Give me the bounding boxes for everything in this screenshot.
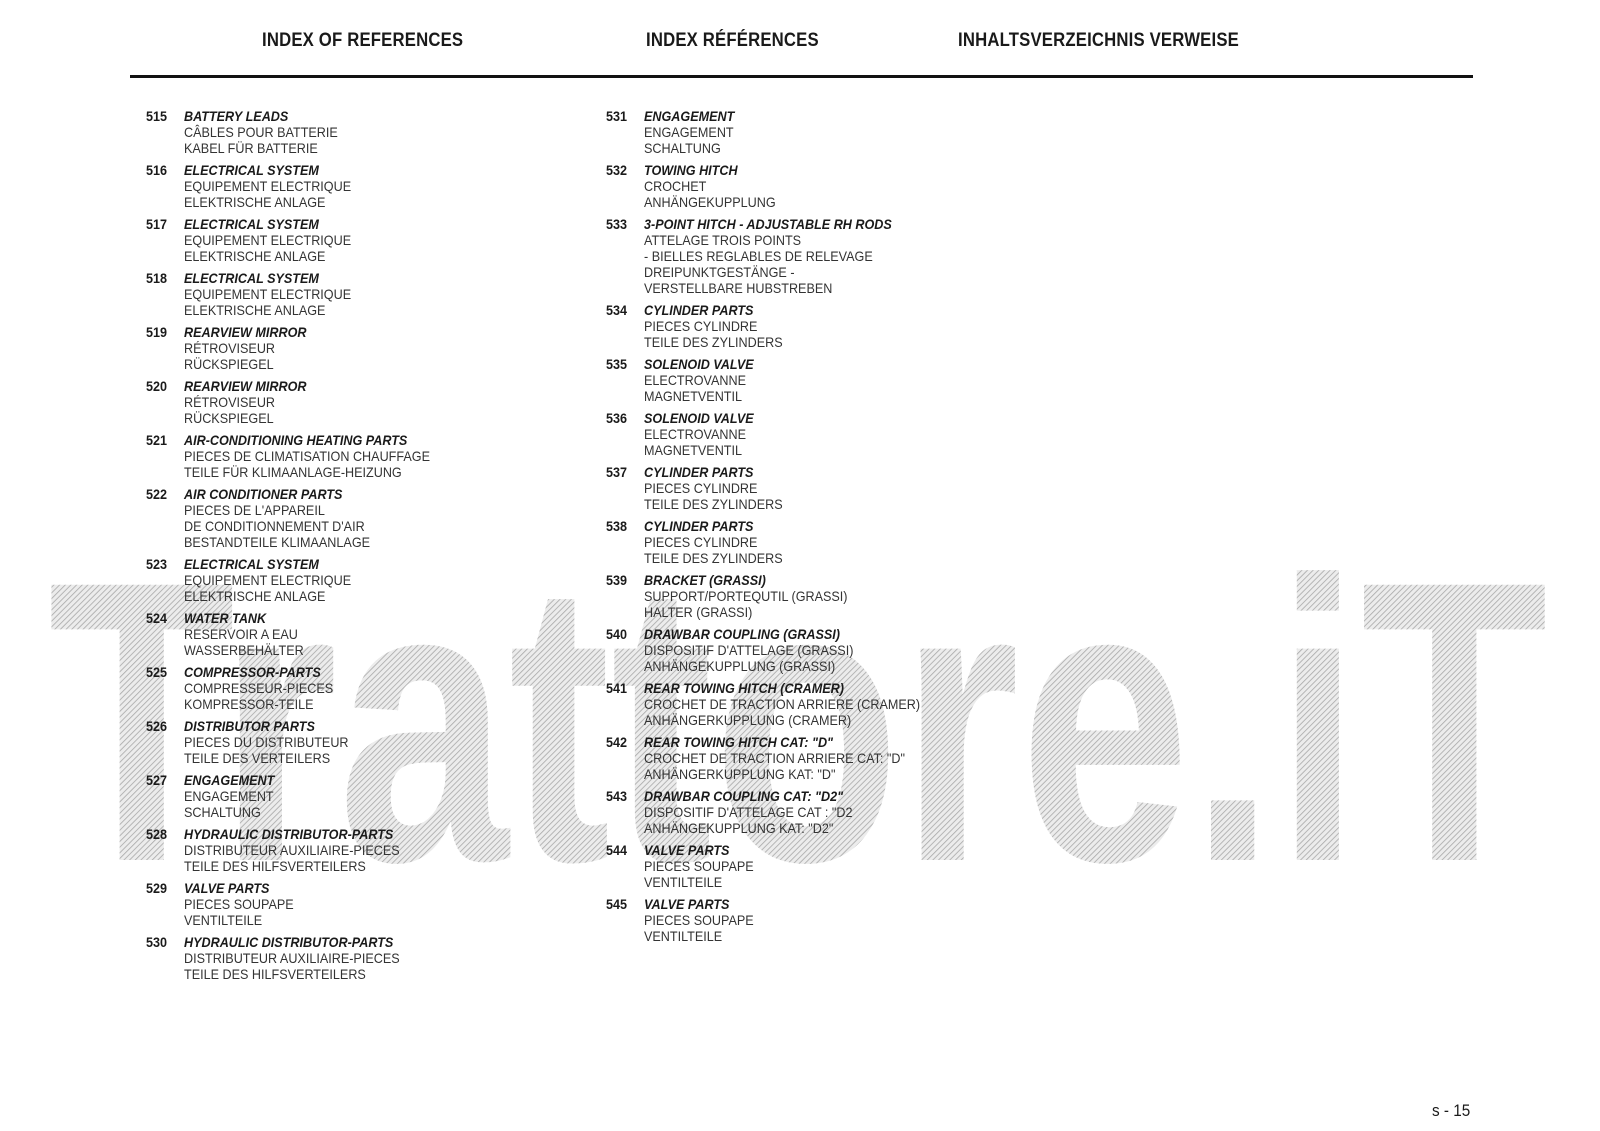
entry-text [644,518,798,566]
entry-number: 539 [606,572,628,588]
entry-title-en: REAR TOWING HITCH CAT: "D" [644,734,834,750]
entry-translation: PIECES SOUPAPE [184,896,294,912]
entry-translation: ANHÄNGERKUPPLUNG KAT: "D" [644,766,836,782]
entry-title-en: VALVE PARTS [184,880,270,896]
entry-title-en: DRAWBAR COUPLING (GRASSI) [644,626,841,642]
entry-translation: DREIPUNKTGESTÄNGE - [644,264,795,280]
entry-translation: TEILE DES HILFSVERTEILERS [184,858,366,874]
entry-title-en: AIR-CONDITIONING HEATING PARTS [184,432,408,448]
entry-number: 535 [606,356,628,372]
index-entry [146,772,457,820]
index-entry [606,572,951,620]
entry-text [184,772,284,820]
entry-text [184,610,317,658]
entry-number: 516 [146,162,168,178]
entry-text [184,934,424,982]
entry-title-en: BATTERY LEADS [184,108,289,124]
index-entry [606,680,951,728]
entry-translation: MAGNETVENTIL [644,388,743,404]
entry-translation: WASSERBEHÄLTER [184,642,304,658]
entry-translation: PIECES DE CLIMATISATION CHAUFFAGE [184,448,430,464]
entry-title-en: SOLENOID VALVE [644,410,754,426]
index-entry [606,162,951,210]
entry-title-en: REAR TOWING HITCH (CRAMER) [644,680,844,696]
index-entry [606,216,951,296]
entry-text [644,734,934,782]
index-entry [146,826,457,874]
entry-number: 531 [606,108,628,124]
entry-title-en: ELECTRICAL SYSTEM [184,556,319,572]
entry-number: 521 [146,432,168,448]
entry-text [184,378,320,426]
entry-translation: TEILE DES HILFSVERTEILERS [184,966,366,982]
entry-number: 534 [606,302,628,318]
entry-title-en: CYLINDER PARTS [644,518,754,534]
index-entry [146,664,457,712]
entry-number: 540 [606,626,628,642]
index-entry [146,216,457,264]
entry-title-en: CYLINDER PARTS [644,302,754,318]
entry-translation: PIECES CYLINDRE [644,534,758,550]
entry-translation: TEILE FÜR KLIMAANLAGE-HEIZUNG [184,464,402,480]
entry-translation: CROCHET [644,178,707,194]
index-entry [606,356,951,404]
entry-title-en: ELECTRICAL SYSTEM [184,270,319,286]
entry-translation: VENTILTEILE [644,928,723,944]
entry-number: 524 [146,610,168,626]
entry-number: 537 [606,464,628,480]
entry-translation: DISTRIBUTEUR AUXILIAIRE-PIECES [184,950,400,966]
entry-number: 526 [146,718,168,734]
entry-number: 528 [146,826,168,842]
index-entry [606,734,951,782]
entry-title-en: BRACKET (GRASSI) [644,572,766,588]
entry-translation: ANHÄNGERKUPPLUNG (CRAMER) [644,712,852,728]
header-title-fr: INDEX RÉFÉRENCES [646,30,819,51]
entry-number: 518 [146,270,168,286]
entry-translation: TEILE DES ZYLINDERS [644,496,783,512]
entry-number: 532 [606,162,628,178]
entry-translation: ATTELAGE TROIS POINTS [644,232,802,248]
entry-translation: DISPOSITIF D'ATTELAGE (GRASSI) [644,642,854,658]
entry-number: 523 [146,556,168,572]
entry-title-en: CYLINDER PARTS [644,464,754,480]
entry-translation: SUPPORT/PORTEQUTIL (GRASSI) [644,588,848,604]
entry-translation: COMPRESSEUR-PIECES [184,680,334,696]
entry-translation: PIECES CYLINDRE [644,318,758,334]
entry-title-en: HYDRAULIC DISTRIBUTOR-PARTS [184,826,394,842]
entry-number: 541 [606,680,628,696]
index-entry [606,108,951,156]
index-entry [146,610,457,658]
entry-translation: TEILE DES ZYLINDERS [644,334,783,350]
entry-text [184,664,350,712]
index-entry [146,556,457,604]
index-entry [606,302,951,350]
entry-translation: ELEKTRISCHE ANLAGE [184,588,326,604]
entry-translation: ELEKTRISCHE ANLAGE [184,302,326,318]
index-entry [146,270,457,318]
index-entry [146,432,457,480]
entry-translation: SCHALTUNG [184,804,261,820]
entry-translation: ANHÄNGEKUPPLUNG (GRASSI) [644,658,836,674]
entry-translation: ENGAGEMENT [184,788,274,804]
entry-translation: EQUIPEMENT ELECTRIQUE [184,572,352,588]
entry-text [644,108,744,156]
index-entry [606,518,951,566]
entry-title-en: DRAWBAR COUPLING CAT: "D2" [644,788,844,804]
index-entry [606,896,951,944]
entry-number: 530 [146,934,168,950]
entry-number: 525 [146,664,168,680]
entry-translation: PIECES SOUPAPE [644,912,754,928]
entry-text [184,718,367,766]
entry-title-en: AIR CONDITIONER PARTS [184,486,343,502]
entry-title-en: HYDRAULIC DISTRIBUTOR-PARTS [184,934,394,950]
entry-text [644,410,766,458]
entry-translation: SCHALTUNG [644,140,721,156]
entry-translation: RÜCKSPIEGEL [184,410,274,426]
entry-translation: ANHÄNGEKUPPLUNG [644,194,776,210]
entry-number: 519 [146,324,168,340]
watermark-text: Trattore.iT [48,545,1548,925]
entry-translation: PIECES DU DISTRIBUTEUR [184,734,349,750]
header-rule [130,75,1473,78]
entry-translation: VENTILTEILE [644,874,723,890]
entry-text [644,626,877,674]
entry-text [184,826,424,874]
entry-text [184,216,370,264]
entry-number: 544 [606,842,628,858]
entry-title-en: WATER TANK [184,610,267,626]
entry-translation: ELECTROVANNE [644,426,746,442]
entry-number: 520 [146,378,168,394]
entry-translation: TEILE DES ZYLINDERS [644,550,783,566]
entry-number: 529 [146,880,168,896]
entry-translation: RÜCKSPIEGEL [184,356,274,372]
entry-translation: EQUIPEMENT ELECTRIQUE [184,232,352,248]
entry-text [644,302,798,350]
entry-title-en: REARVIEW MIRROR [184,324,307,340]
entry-title-en: 3-POINT HITCH - ADJUSTABLE RH RODS [644,216,892,232]
entry-title-en: TOWING HITCH [644,162,738,178]
entry-number: 543 [606,788,628,804]
index-entry [146,718,457,766]
entry-translation: ELEKTRISCHE ANLAGE [184,248,326,264]
entry-number: 538 [606,518,628,534]
entry-number: 536 [606,410,628,426]
entry-text [644,464,798,512]
entry-number: 545 [606,896,628,912]
entry-text [644,572,870,620]
header-title-en: INDEX OF REFERENCES [262,30,464,51]
entry-number: 517 [146,216,168,232]
index-entry [146,378,457,426]
entry-number: 542 [606,734,628,750]
entry-text [184,324,320,372]
entry-translation: PIECES DE L'APPAREIL [184,502,325,518]
entry-text [184,108,355,156]
entry-title-en: REARVIEW MIRROR [184,378,307,394]
entry-translation: - BIELLES REGLABLES DE RELEVAGE [644,248,873,264]
index-entry [606,410,951,458]
entry-title-en: SOLENOID VALVE [644,356,754,372]
entry-translation: PIECES CYLINDRE [644,480,758,496]
index-entry [146,880,457,928]
entry-text [184,432,457,480]
entry-translation: ANHÄNGEKUPPLUNG KAT: "D2" [644,820,834,836]
index-entry [146,324,457,372]
entry-text [184,162,370,210]
entry-number: 522 [146,486,168,502]
entry-translation: CROCHET DE TRACTION ARRIERE (CRAMER) [644,696,921,712]
entry-translation: KABEL FÜR BATTERIE [184,140,318,156]
index-entry [146,162,457,210]
index-column-right [606,108,951,950]
entry-title-en: ENGAGEMENT [184,772,275,788]
index-entry [146,108,457,156]
entry-translation: CÂBLES POUR BATTERIE [184,124,338,140]
entry-translation: EQUIPEMENT ELECTRIQUE [184,178,352,194]
index-entry [606,464,951,512]
entry-number: 527 [146,772,168,788]
entry-title-en: VALVE PARTS [644,842,730,858]
page-number: s - 15 [1432,1101,1471,1120]
entry-text [644,356,766,404]
entry-translation: HALTER (GRASSI) [644,604,753,620]
index-entry [146,934,457,982]
entry-text [644,216,919,296]
entry-number: 533 [606,216,628,232]
entry-number: 515 [146,108,168,124]
entry-translation: EQUIPEMENT ELECTRIQUE [184,286,352,302]
entry-translation: DE CONDITIONNEMENT D'AIR [184,518,365,534]
index-entry [606,788,951,836]
entry-translation: MAGNETVENTIL [644,442,743,458]
entry-title-en: VALVE PARTS [644,896,730,912]
entry-translation: VERSTELLBARE HUBSTREBEN [644,280,833,296]
index-entry [606,626,951,674]
entry-translation: DISPOSITIF D'ATTELAGE CAT : "D2 [644,804,853,820]
entry-translation: TEILE DES VERTEILERS [184,750,331,766]
entry-text [184,880,306,928]
entry-translation: CROCHET DE TRACTION ARRIERE CAT: "D" [644,750,905,766]
entry-translation: ELEKTRISCHE ANLAGE [184,194,326,210]
index-entry [146,486,457,550]
entry-title-en: COMPRESSOR-PARTS [184,664,321,680]
index-entry [606,842,951,890]
index-column-left [146,108,457,988]
entry-title-en: ELECTRICAL SYSTEM [184,162,319,178]
entry-translation: ELECTROVANNE [644,372,746,388]
entry-text [644,162,790,210]
entry-translation: DISTRIBUTEUR AUXILIAIRE-PIECES [184,842,400,858]
entry-translation: RÉTROVISEUR [184,340,276,356]
entry-translation: KOMPRESSOR-TEILE [184,696,314,712]
entry-text [184,270,370,318]
header-title-de: INHALTSVERZEICHNIS VERWEISE [958,30,1239,51]
entry-text [184,486,391,550]
entry-title-en: ELECTRICAL SYSTEM [184,216,319,232]
entry-translation: VENTILTEILE [184,912,263,928]
entry-translation: ENGAGEMENT [644,124,734,140]
page-header [0,30,1600,60]
entry-text [184,556,370,604]
entry-translation: RÉTROVISEUR [184,394,276,410]
entry-translation: RESERVOIR A EAU [184,626,298,642]
entry-text [644,842,766,890]
entry-translation: PIECES SOUPAPE [644,858,754,874]
entry-title-en: ENGAGEMENT [644,108,735,124]
entry-text [644,788,876,836]
entry-title-en: DISTRIBUTOR PARTS [184,718,315,734]
entry-text [644,680,951,728]
entry-text [644,896,766,944]
entry-translation: BESTANDTEILE KLIMAANLAGE [184,534,371,550]
